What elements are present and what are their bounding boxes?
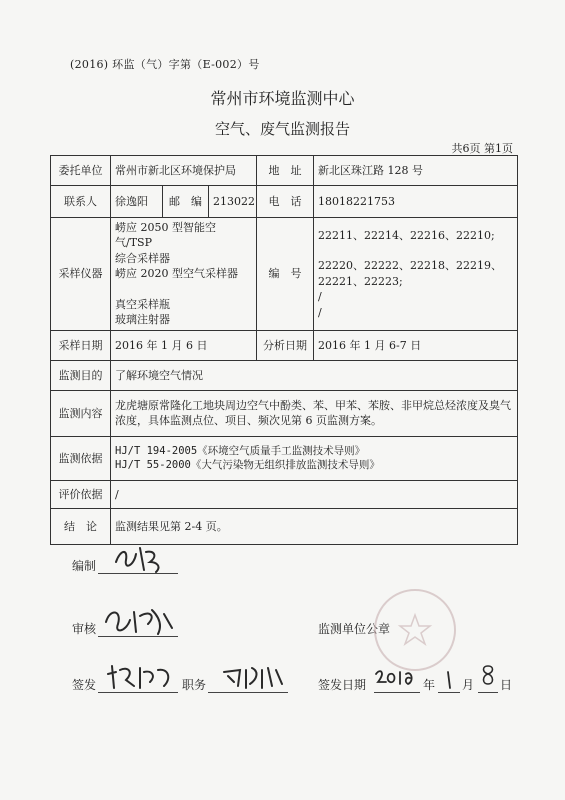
instrument-value: 崂应 2050 型智能空气/TSP 综合采样器 崂应 2020 型空气采样器 真空采样瓶 玻璃注射器 <box>111 218 257 331</box>
content-label: 监测内容 <box>51 390 111 436</box>
postcode-label: 邮 编 <box>163 186 209 218</box>
basis-value: HJ/T 194-2005《环境空气质量手工监测技术导则》 HJ/T 55-2000《大气污染物无组织排放监测技术导则》 <box>111 436 518 480</box>
sample-date-value: 2016 年 1 月 6 日 <box>111 330 257 360</box>
page-info: 共6页 第1页 <box>451 142 513 155</box>
evaluation-label: 评价依据 <box>51 480 111 508</box>
row-client <box>51 156 518 186</box>
issue-date-label: 签发日期 <box>318 678 367 692</box>
issuer-signature <box>104 660 178 694</box>
phone-value: 18018221753 <box>314 186 518 218</box>
row-conclusion <box>51 508 518 544</box>
row-content <box>51 390 518 436</box>
reviewer-label: 审核 <box>72 622 97 636</box>
contact-label: 联系人 <box>51 186 111 218</box>
report-title: 空气、废气监测报告 <box>214 120 350 138</box>
conclusion-value: 监测结果见第 2-4 页。 <box>111 508 518 544</box>
official-seal <box>370 585 460 675</box>
year-suffix: 年 <box>423 678 436 692</box>
day-handwriting <box>478 662 498 688</box>
row-contact <box>51 186 518 218</box>
analysis-date-label: 分析日期 <box>257 330 314 360</box>
month-line <box>438 692 460 693</box>
address-label: 地 址 <box>257 156 314 186</box>
basis-label: 监测依据 <box>51 436 111 480</box>
year-line <box>374 692 420 693</box>
month-handwriting <box>442 668 458 692</box>
conclusion-label: 结 论 <box>51 508 111 544</box>
row-basis <box>51 436 518 480</box>
row-evaluation <box>51 480 518 508</box>
serial-label: 编 号 <box>257 218 314 331</box>
compiler-label: 编制 <box>72 559 97 573</box>
instrument-label: 采样仪器 <box>51 218 111 331</box>
seal-label: 监测单位公章 <box>318 622 391 636</box>
year-handwriting <box>374 664 420 692</box>
client-value: 常州市新北区环境保护局 <box>111 156 257 186</box>
sample-date-label: 采样日期 <box>51 330 111 360</box>
compiler-signature <box>110 540 170 576</box>
report-form-table <box>50 155 518 545</box>
organization-title: 常州市环境监测中心 <box>210 89 355 108</box>
row-purpose <box>51 360 518 390</box>
row-instrument <box>51 218 518 331</box>
reference-number: (2016) 环监（气）字第（E-002）号 <box>70 58 260 71</box>
purpose-value: 了解环境空气情况 <box>111 360 518 390</box>
content-value: 龙虎塘原常隆化工地块周边空气中酚类、苯、甲苯、苯胺、非甲烷总烃浓度及臭气浓度，具体监测点位、项目、频次见第 6 页监测方案。 <box>111 390 518 436</box>
purpose-label: 监测目的 <box>51 360 111 390</box>
address-value: 新北区珠江路 128 号 <box>314 156 518 186</box>
issuer-label: 签发 <box>72 678 97 692</box>
client-label: 委托单位 <box>51 156 111 186</box>
contact-value: 徐逸阳 <box>111 186 163 218</box>
serial-value: 22211、22214、22216、22210; 22220、22222、22218、22219、22221、22223; / / <box>314 218 518 331</box>
position-label: 职务 <box>182 678 207 692</box>
reviewer-signature <box>100 602 180 640</box>
evaluation-value: / <box>111 480 518 508</box>
day-line <box>478 692 498 693</box>
phone-label: 电 话 <box>257 186 314 218</box>
postcode-value: 213022 <box>209 186 257 218</box>
day-suffix: 日 <box>500 678 513 692</box>
month-suffix: 月 <box>462 678 475 692</box>
analysis-date-value: 2016 年 1 月 6-7 日 <box>314 330 518 360</box>
position-signature <box>220 660 286 694</box>
row-dates <box>51 330 518 360</box>
